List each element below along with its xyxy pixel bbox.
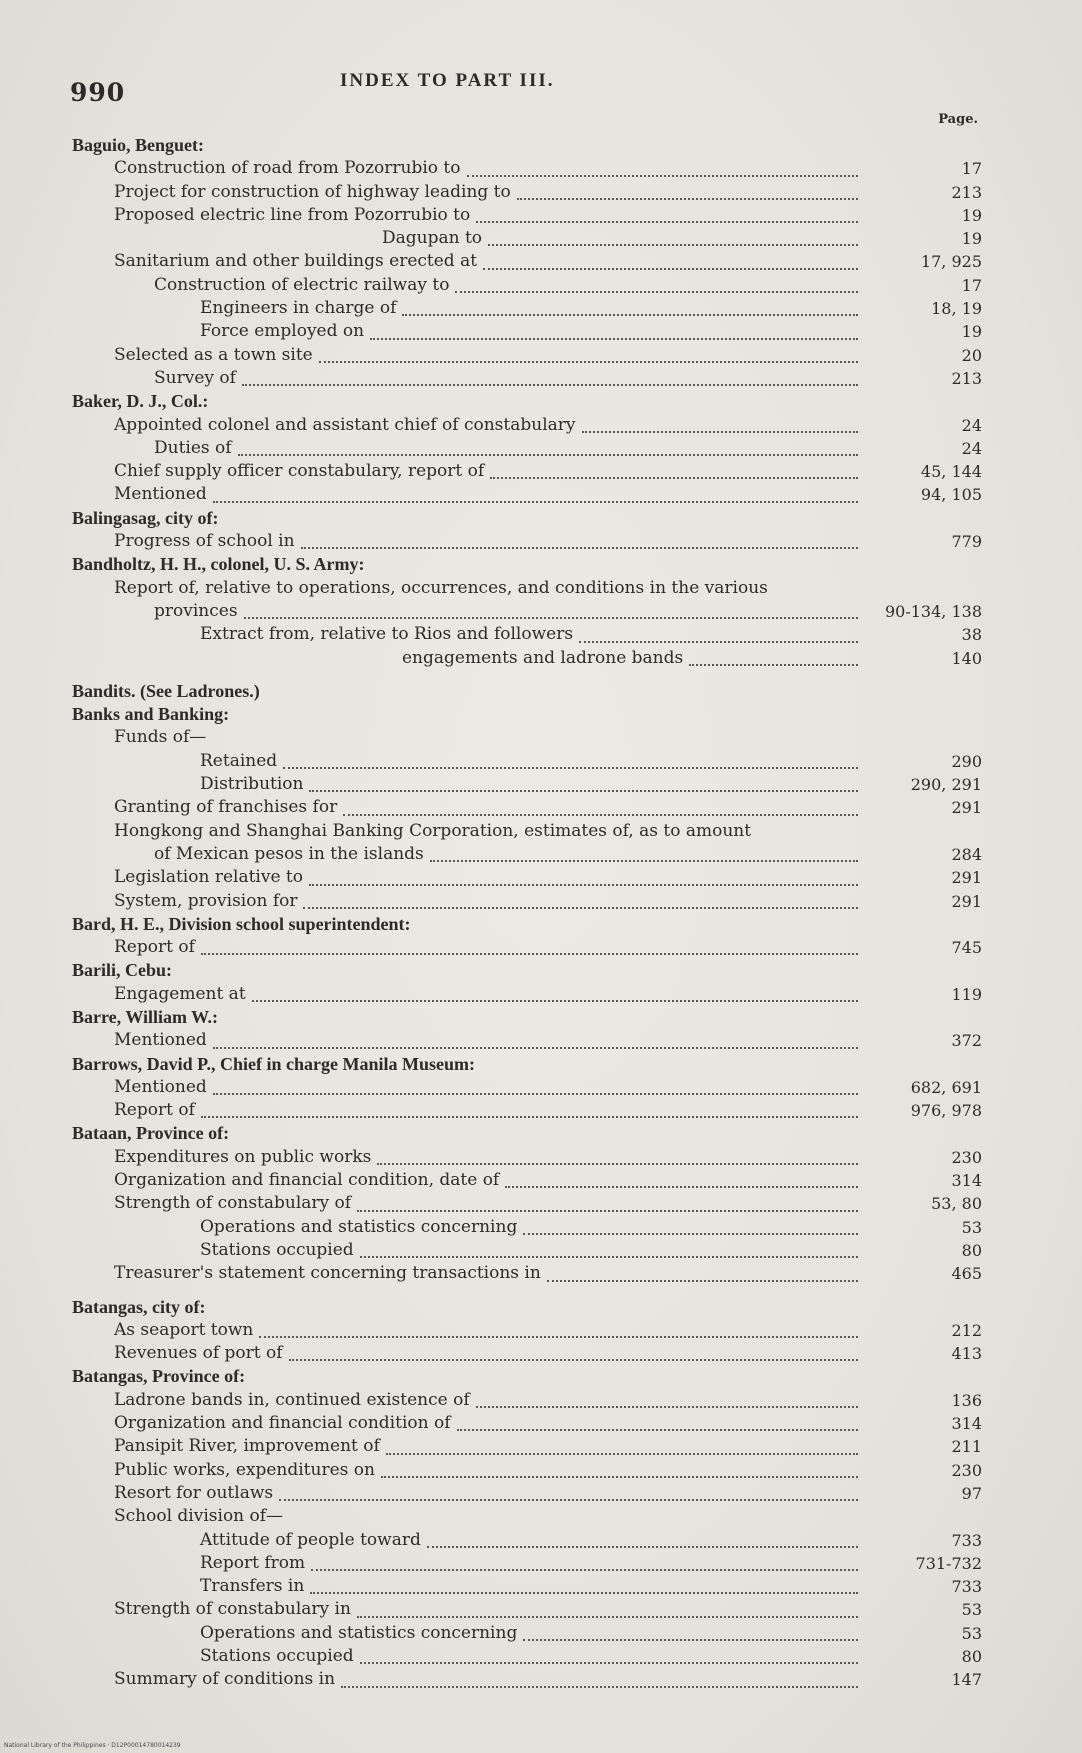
dot-leader (238, 431, 858, 456)
index-entry-text: Strength of constabulary in (114, 1599, 351, 1620)
index-entry-text: As seaport town (114, 1319, 254, 1340)
index-page-ref: 213 (951, 368, 982, 388)
index-entry-text: Progress of school in (114, 531, 295, 552)
index-entry-text: Hongkong and Shanghai Banking Corporation, estimates of, as to amount (114, 820, 752, 841)
index-page-ref: 372 (951, 1031, 982, 1051)
index-entry (72, 1099, 982, 1122)
index-entry-text: Transfers in (200, 1576, 305, 1597)
index-entry-text: Expenditures on public works (114, 1146, 372, 1167)
dot-leader (311, 1546, 858, 1571)
dot-leader (244, 594, 858, 619)
dot-leader (242, 361, 858, 386)
index-page-ref: 291 (951, 798, 982, 818)
index-heading-text: Bard, H. E., Division school superintendent: (72, 913, 411, 934)
index-page-ref: 779 (951, 532, 982, 552)
index-entry-text: Stations occupied (200, 1646, 354, 1666)
dot-leader (360, 1233, 858, 1258)
index-page-ref: 38 (961, 625, 982, 645)
index-entry (72, 1029, 982, 1052)
dot-leader (523, 1616, 858, 1641)
index-heading-text: Batangas, Province of: (72, 1366, 246, 1387)
index-entry-text: Mentioned (114, 484, 207, 505)
index-entry-text: Public works, expenditures on (114, 1459, 375, 1480)
running-header: INDEX TO PART III. (340, 70, 555, 91)
index-entry (72, 796, 982, 819)
index-page-ref: 465 (951, 1264, 982, 1284)
index-entry (72, 530, 982, 553)
dot-leader (279, 1476, 858, 1501)
dot-leader (455, 268, 858, 293)
dot-leader (430, 837, 858, 862)
index-entry-text: Construction of electric railway to (154, 274, 450, 295)
index-page-ref: 733 (951, 1577, 982, 1597)
dot-leader (201, 1093, 858, 1118)
index-entry-text: Report of (114, 937, 195, 958)
index-entry (72, 367, 982, 390)
index-entry (72, 936, 982, 959)
index-page-ref: 213 (951, 182, 982, 202)
index-entry-text: Attitude of people toward (200, 1529, 421, 1550)
dot-leader (547, 1256, 858, 1281)
index-page-ref: 682, 691 (910, 1077, 982, 1097)
index-entry-text: Construction of road from Pozorrubio to (114, 158, 461, 179)
index-entry-text: School division of— (114, 1506, 284, 1527)
index-page-ref: 17 (961, 275, 982, 295)
index-page-ref: 290, 291 (910, 775, 982, 795)
dot-leader (582, 408, 858, 433)
index-page-ref: 20 (961, 345, 982, 365)
index-page-ref: 53 (961, 1623, 982, 1643)
dot-leader (283, 744, 858, 769)
index-page-ref: 731-732 (915, 1553, 982, 1573)
index-entry-text: Sanitarium and other buildings erected at (114, 251, 478, 272)
index-page-ref: 976, 978 (910, 1101, 982, 1121)
dot-leader (303, 884, 858, 909)
index-entry-text: Granting of franchises for (114, 797, 338, 818)
index-page-ref: 314 (951, 1414, 982, 1434)
dot-leader (517, 175, 858, 200)
dot-leader (689, 641, 858, 666)
index-page-ref: 290 (951, 751, 982, 771)
index-entry-text: Pansipit River, improvement of (114, 1436, 380, 1457)
index-entry-text: Report of (114, 1100, 195, 1121)
index-page-ref: 284 (951, 844, 982, 864)
index-page-ref: 53 (961, 1600, 982, 1620)
index-entry-text: Duties of (154, 437, 232, 458)
page-column-header: Page. (938, 112, 978, 127)
index-entry (72, 1262, 982, 1285)
dot-leader (488, 221, 858, 246)
dot-leader (427, 1523, 858, 1548)
index-entry-text: Engineers in charge of (200, 298, 397, 319)
index-entry-text: Distribution (200, 774, 304, 795)
index-page-ref: 18, 19 (931, 299, 982, 319)
index-page-ref: 97 (961, 1483, 982, 1503)
index-heading-text: Baguio, Benguet: (72, 135, 205, 155)
index-entry (72, 647, 982, 670)
index-entry-text: Stations occupied (200, 1239, 354, 1260)
index-page-ref: 53 (961, 1217, 982, 1237)
index-entry-text: Force employed on (200, 321, 365, 342)
index-entry-text: Strength of constabulary of (114, 1193, 352, 1214)
index-page-ref: 291 (951, 868, 982, 888)
index-page-ref: 136 (951, 1390, 982, 1410)
index-entry-text: provinces (154, 600, 238, 621)
dot-leader (457, 1406, 858, 1431)
index-page-ref: 24 (961, 415, 982, 435)
dot-leader (213, 1070, 858, 1095)
index-entry-text: Extract from, relative to Rios and followers (200, 624, 574, 645)
dot-leader (259, 1313, 858, 1338)
index-page-ref: 140 (951, 648, 982, 668)
index-page-ref: 24 (961, 438, 982, 458)
dot-leader (386, 1429, 858, 1454)
index-list (72, 134, 982, 1692)
index-heading-text: Bandholtz, H. H., colonel, U. S. Army: (72, 554, 365, 575)
index-entry-text: Report of, relative to operations, occurrences, and conditions in the various (114, 577, 768, 598)
index-page-ref: 119 (951, 984, 982, 1004)
dot-leader (579, 617, 858, 642)
index-entry-text: Operations and statistics concerning (200, 1622, 518, 1643)
index-heading (72, 553, 982, 576)
index-page-ref: 19 (961, 205, 982, 225)
dot-leader (523, 1210, 858, 1235)
index-heading-text: Batangas, city of: (72, 1296, 206, 1317)
dot-leader (476, 1383, 858, 1408)
index-page-ref: 17 (961, 159, 982, 179)
dot-leader (310, 1569, 858, 1594)
index-entry-text: Resort for outlaws (114, 1482, 274, 1503)
dot-leader (357, 1592, 858, 1617)
scan-footer: National Library of the Philippines · D12P00014780014239 (4, 1742, 181, 1749)
index-heading-text: Bandits. (See Ladrones.) (72, 680, 260, 701)
index-entry (72, 483, 982, 506)
index-page-ref: 17, 925 (920, 252, 982, 272)
index-entry (72, 1482, 982, 1505)
index-entry-text: System, provision for (114, 890, 298, 911)
index-entry-text: engagements and ladrone bands (402, 647, 684, 668)
index-page-ref: 291 (951, 891, 982, 911)
index-heading (72, 703, 982, 726)
dot-leader (476, 198, 858, 223)
index-page-ref: 314 (951, 1171, 982, 1191)
dot-leader (467, 151, 858, 176)
index-page-ref: 19 (961, 322, 982, 342)
dot-leader (252, 977, 858, 1002)
index-page-ref: 733 (951, 1530, 982, 1550)
index-entry-text: Funds of— (114, 727, 207, 748)
dot-leader (289, 1336, 858, 1361)
index-page-ref: 53, 80 (931, 1194, 982, 1214)
dot-leader (402, 291, 858, 316)
index-page-ref: 230 (951, 1460, 982, 1480)
dot-leader (319, 338, 858, 363)
index-entry-text: of Mexican pesos in the islands (154, 843, 424, 864)
dot-leader (357, 1186, 858, 1211)
index-heading-text: Barili, Cebu: (72, 960, 173, 981)
index-heading-text: Barrows, David P., Chief in charge Manila Museum: (72, 1053, 475, 1074)
dot-leader (341, 1662, 858, 1687)
index-entry-text: Treasurer's statement concerning transactions in (114, 1263, 541, 1284)
index-entry-text: Appointed colonel and assistant chief of constabulary (114, 414, 576, 435)
index-page-ref: 212 (951, 1320, 982, 1340)
index-entry (72, 1668, 982, 1691)
index-heading-text: Bataan, Province of: (72, 1123, 230, 1144)
index-heading-text: Banks and Banking: (72, 704, 230, 725)
index-entry-text: Retained (200, 750, 278, 771)
index-page-ref: 413 (951, 1344, 982, 1364)
index-entry-text: Project for construction of highway leading to (114, 181, 511, 202)
dot-leader (309, 767, 858, 792)
index-entry (72, 983, 982, 1006)
dot-leader (483, 244, 858, 269)
index-entry-text: Report from (200, 1552, 306, 1573)
index-entry-text: Chief supply officer constabulary, report of (114, 461, 485, 482)
index-page-ref: 745 (951, 938, 982, 958)
index-entry-text: Revenues of port of (114, 1343, 283, 1364)
index-heading-text: Balingasag, city of: (72, 507, 219, 528)
dot-leader (505, 1163, 858, 1188)
dot-leader (343, 790, 858, 815)
index-page-ref: 19 (961, 229, 982, 249)
dot-leader (381, 1453, 858, 1478)
index-entry-text: Survey of (154, 367, 236, 388)
index-page-ref: 80 (961, 1647, 982, 1666)
index-entry-text: Operations and statistics concerning (200, 1216, 518, 1237)
dot-leader (360, 1639, 858, 1664)
index-entry-text: Mentioned (114, 1030, 207, 1051)
dot-leader (490, 454, 858, 479)
index-heading-text: Baker, D. J., Col.: (72, 391, 209, 412)
index-entry-text: Dagupan to (382, 228, 483, 249)
index-entry-text: Summary of conditions in (114, 1669, 336, 1690)
index-heading-text: Barre, William W.: (72, 1006, 219, 1027)
index-entry (72, 890, 982, 913)
dot-leader (213, 477, 858, 502)
index-entry-text: Organization and financial condition of (114, 1413, 451, 1434)
index-page-ref: 80 (961, 1240, 982, 1260)
dot-leader (201, 930, 858, 955)
index-entry-text: Selected as a town site (114, 344, 313, 365)
index-entry-text: Legislation relative to (114, 867, 303, 888)
dot-leader (370, 314, 858, 339)
index-entry (72, 1342, 982, 1365)
dot-leader (301, 524, 858, 549)
index-page-ref: 45, 144 (920, 462, 982, 482)
index-entry-text: Proposed electric line from Pozorrubio to (114, 204, 471, 225)
dot-leader (309, 860, 858, 885)
dot-leader (377, 1140, 858, 1165)
index-page-ref: 230 (951, 1147, 982, 1167)
index-page-ref: 147 (951, 1670, 982, 1690)
index-entry-text: Engagement at (114, 983, 246, 1004)
dot-leader (213, 1023, 858, 1048)
page-number: 990 (70, 78, 126, 107)
index-entry-text: Ladrone bands in, continued existence of (114, 1389, 470, 1410)
index-page-ref: 90-134, 138 (884, 601, 982, 621)
index-page-ref: 211 (951, 1437, 982, 1457)
index-heading (72, 680, 982, 703)
index-entry-text: Organization and financial condition, date of (114, 1170, 500, 1191)
index-page-ref: 94, 105 (920, 485, 982, 505)
index-entry-text: Mentioned (114, 1076, 207, 1097)
